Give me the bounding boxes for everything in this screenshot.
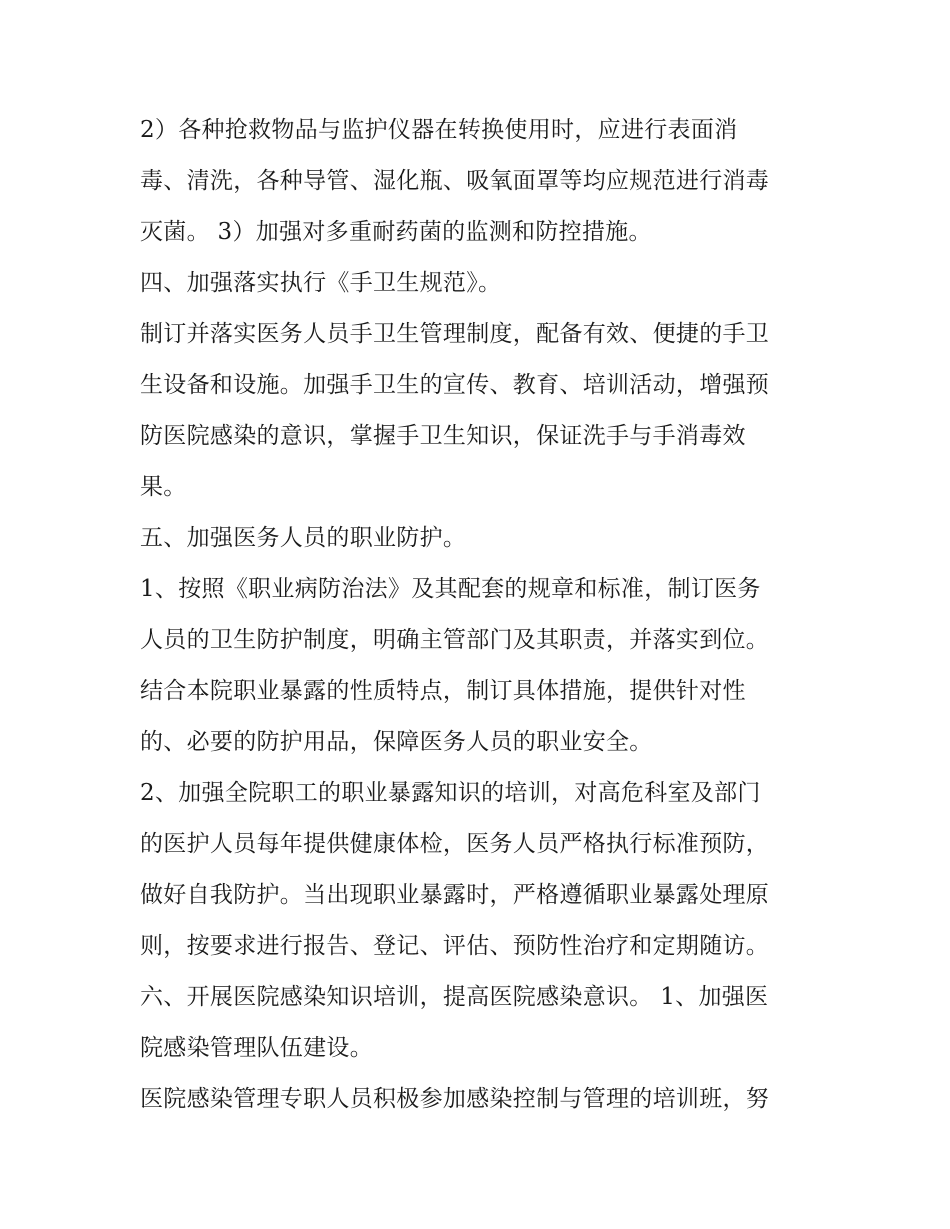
text-line: 医院感染管理专职人员积极参加感染控制与管理的培训班，努 [140,1086,770,1112]
section-heading: 四、加强落实执行《手卫生规范》。 [140,270,502,296]
text-line: 做好自我防护。当出现职业暴露时，严格遵循职业暴露处理原 [140,882,770,908]
text-line: 果。 [140,474,187,500]
text-line: 毒、清洗，各种导管、湿化瓶、吸氧面罩等均应规范进行消毒 [140,168,770,194]
text-line: 灭菌。 3）加强对多重耐药菌的监测和防控措施。 [140,219,652,245]
text-line: 院感染管理队伍建设。 [140,1035,373,1061]
text-line: 的医护人员每年提供健康体检，医务人员严格执行标准预防， [140,831,770,857]
text-line: 生设备和设施。加强手卫生的宣传、教育、培训活动，增强预 [140,372,770,398]
text-line: 人员的卫生防护制度，明确主管部门及其职责，并落实到位。 [140,627,770,653]
text-line: 2）各种抢救物品与监护仪器在转换使用时，应进行表面消 [140,117,738,143]
text-line: 结合本院职业暴露的性质特点，制订具体措施，提供针对性 [140,678,746,704]
section-heading: 五、加强医务人员的职业防护。 [140,525,467,551]
text-line: 制订并落实医务人员手卫生管理制度，配备有效、便捷的手卫 [140,321,770,347]
text-line: 防医院感染的意识，掌握手卫生知识，保证洗手与手消毒效 [140,423,746,449]
text-line: 的、必要的防护用品，保障医务人员的职业安全。 [140,729,653,755]
text-line: 则，按要求进行报告、登记、评估、预防性治疗和定期随访。 [140,933,770,959]
text-line: 2、加强全院职工的职业暴露知识的培训，对高危科室及部门 [140,780,761,806]
section-heading: 六、开展医院感染知识培训，提高医院感染意识。 1、加强医 [140,984,769,1010]
text-line: 1、按照《职业病防治法》及其配套的规章和标准，制订医务 [140,576,761,602]
